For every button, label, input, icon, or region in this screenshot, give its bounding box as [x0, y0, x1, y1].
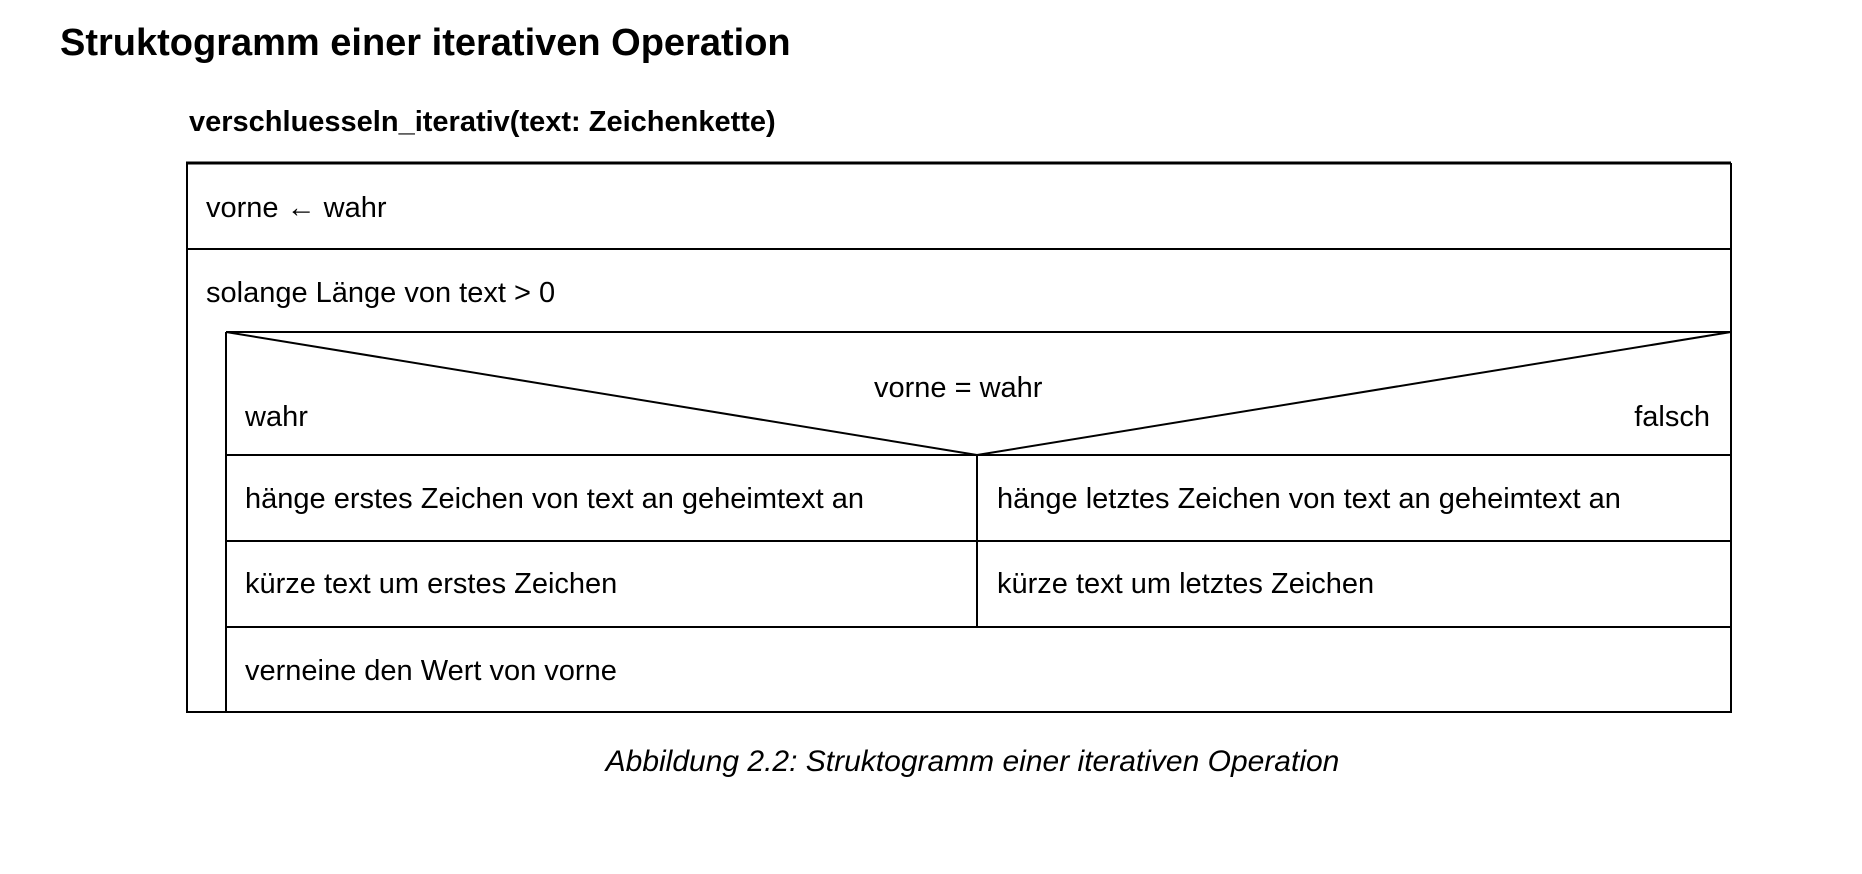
final-statement: verneine den Wert von vorne	[245, 655, 617, 687]
decision-false-label: falsch	[1634, 401, 1710, 433]
operation-signature: verschluesseln_iterativ(text: Zeichenkette)	[189, 106, 776, 138]
false-branch-statement: kürze text um letztes Zeichen	[997, 568, 1375, 600]
decision-true-label: wahr	[245, 401, 308, 433]
false-branch-statement: hänge letztes Zeichen von text an geheimtext an	[997, 483, 1621, 515]
assignment-statement: vorne ← wahr	[206, 192, 387, 224]
loop-condition: solange Länge von text > 0	[206, 277, 556, 309]
decision-left-diagonal	[226, 332, 977, 455]
true-branch-statement: kürze text um erstes Zeichen	[245, 568, 618, 600]
true-branch-statement: hänge erstes Zeichen von text an geheimtext an	[245, 483, 865, 515]
page-title: Struktogramm einer iterativen Operation	[60, 22, 791, 64]
decision-right-diagonal	[977, 332, 1731, 455]
decision-condition: vorne = wahr	[874, 372, 1043, 404]
figure-caption: Abbildung 2.2: Struktogramm einer iterativen Operation	[605, 745, 1340, 778]
